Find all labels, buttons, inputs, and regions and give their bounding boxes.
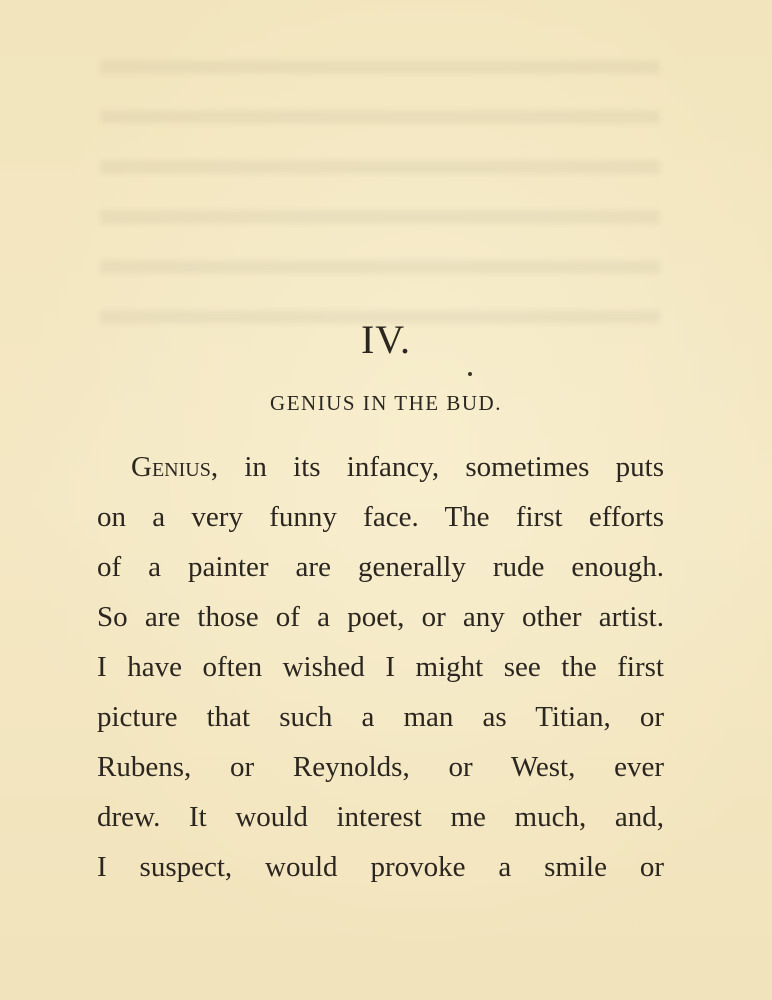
chapter-title: GENIUS IN THE BUD. [270,391,502,415]
ink-speck [468,372,472,376]
show-through-text [100,60,660,360]
text-line: I have often wished I might see the first [97,651,664,683]
text-line: drew. It would interest me much, and, [97,801,664,833]
text-line: of a painter are generally rude enough. [97,551,664,583]
chapter-number: IV. [360,317,412,362]
text-line: Rubens, or Reynolds, or West, ever [97,751,664,783]
text-line [97,447,664,497]
body-text [97,447,664,897]
text-line: I suspect, would provoke a smile or [97,851,664,883]
text-line: on a very funny face. The first efforts [97,501,664,533]
drop-word: Genius [131,451,211,483]
text-line: So are those of a poet, or any other artist. [97,601,664,633]
first-line-rest: , in its infancy, sometimes puts [210,451,664,483]
text-line: picture that such a man as Titian, or [97,701,664,733]
